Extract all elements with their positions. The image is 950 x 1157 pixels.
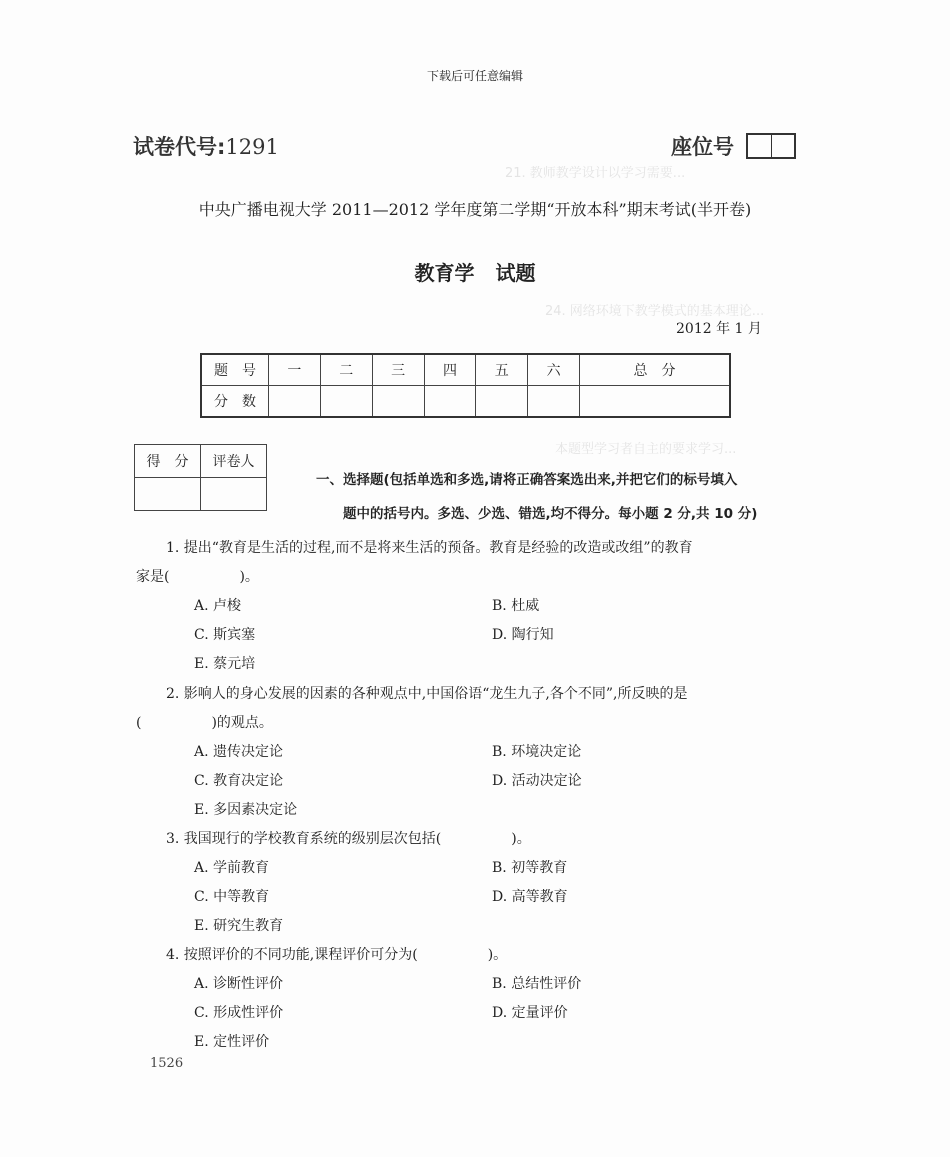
question-1-text: 1. 提出“教育是生活的过程,而不是将来生活的预备。教育是经验的改造或改组”的教育 [166,540,693,556]
question-1-option-c: C. 斯宾塞 [194,627,256,643]
exam-header: 中央广播电视大学 2011—2012 学年度第二学期“开放本科”期末考试(半开卷) [198,200,752,219]
score-entry-cell [269,386,321,418]
paper-code-label: 试卷代号: [133,135,226,159]
score-table-cell: 一 [269,354,321,386]
bleed-through-text: 21. 教师教学设计以学习需要... [505,166,686,181]
seat-number-boxes [746,133,796,159]
question-4-option-a: A. 诊断性评价 [194,976,284,992]
score-entry-cell [580,386,730,418]
score-table-score-row [201,386,730,418]
question-1-option-e: E. 蔡元培 [194,656,256,672]
question-1-option-d: D. 陶行知 [492,627,554,643]
seat-box [748,135,772,157]
score-table-header-row [201,354,730,386]
header-note: 下载后可任意编辑 [426,69,523,83]
exam-date: 2012 年 1 月 [676,321,762,337]
section-title-continued: 题中的括号内。多选、少选、错选,均不得分。每小题 2 分,共 10 分) [343,506,758,522]
paper-code-number: 1291 [225,135,279,159]
score-table-cell: 三 [372,354,424,386]
question-1-text-cont: 家是( )。 [136,569,259,585]
question-4-option-b: B. 总结性评价 [492,976,582,992]
question-2-option-d: D. 活动决定论 [492,773,582,789]
question-2-option-b: B. 环境决定论 [492,744,582,760]
score-table-cell: 总 分 [580,354,730,386]
grader-score-label: 得 分 [135,445,201,478]
score-table-cell: 分 数 [201,386,269,418]
page-title: 教育学 试题 [414,261,536,285]
grader-score-cell [135,478,201,511]
question-3-text: 3. 我国现行的学校教育系统的级别层次包括( )。 [166,831,531,847]
question-1-option-a: A. 卢梭 [194,598,242,614]
score-table-cell: 五 [476,354,528,386]
seat-label: 座位号 [671,135,734,159]
score-table-cell: 二 [320,354,372,386]
question-4-option-d: D. 定量评价 [492,1005,568,1021]
question-2-option-c: C. 教育决定论 [194,773,284,789]
score-entry-cell [424,386,476,418]
question-3-option-e: E. 研究生教育 [194,918,284,934]
question-2-option-a: A. 遗传决定论 [194,744,284,760]
question-2-option-e: E. 多因素决定论 [194,802,298,818]
score-entry-cell [372,386,424,418]
score-entry-cell [528,386,580,418]
grader-table [134,444,267,511]
score-table [200,353,731,418]
score-table-cell: 六 [528,354,580,386]
question-3-option-c: C. 中等教育 [194,889,270,905]
bleed-through-text: 本题型学习者自主的要求学习... [555,442,737,457]
question-3-option-a: A. 学前教育 [194,860,270,876]
score-entry-cell [320,386,372,418]
bleed-through-text: 24. 网络环境下教学模式的基本理论... [545,304,765,319]
grader-name-label: 评卷人 [201,445,267,478]
question-1-option-b: B. 杜威 [492,598,540,614]
question-4-text: 4. 按照评价的不同功能,课程评价可分为( )。 [166,947,508,963]
grader-name-cell [201,478,267,511]
paper-code [133,131,279,161]
question-2-text: 2. 影响人的身心发展的因素的各种观点中,中国俗语“龙生九子,各个不同”,所反映的是 [166,686,688,702]
seat-box [772,135,795,157]
score-table-cell: 题 号 [201,354,269,386]
question-4-option-e: E. 定性评价 [194,1034,270,1050]
page-number: 1526 [150,1056,184,1071]
score-entry-cell [476,386,528,418]
question-4-option-c: C. 形成性评价 [194,1005,284,1021]
question-3-option-d: D. 高等教育 [492,889,568,905]
section-title: 一、选择题(包括单选和多选,请将正确答案选出来,并把它们的标号填入 [316,472,738,488]
question-2-text-cont: ( )的观点。 [136,715,273,731]
score-table-cell: 四 [424,354,476,386]
question-3-option-b: B. 初等教育 [492,860,568,876]
